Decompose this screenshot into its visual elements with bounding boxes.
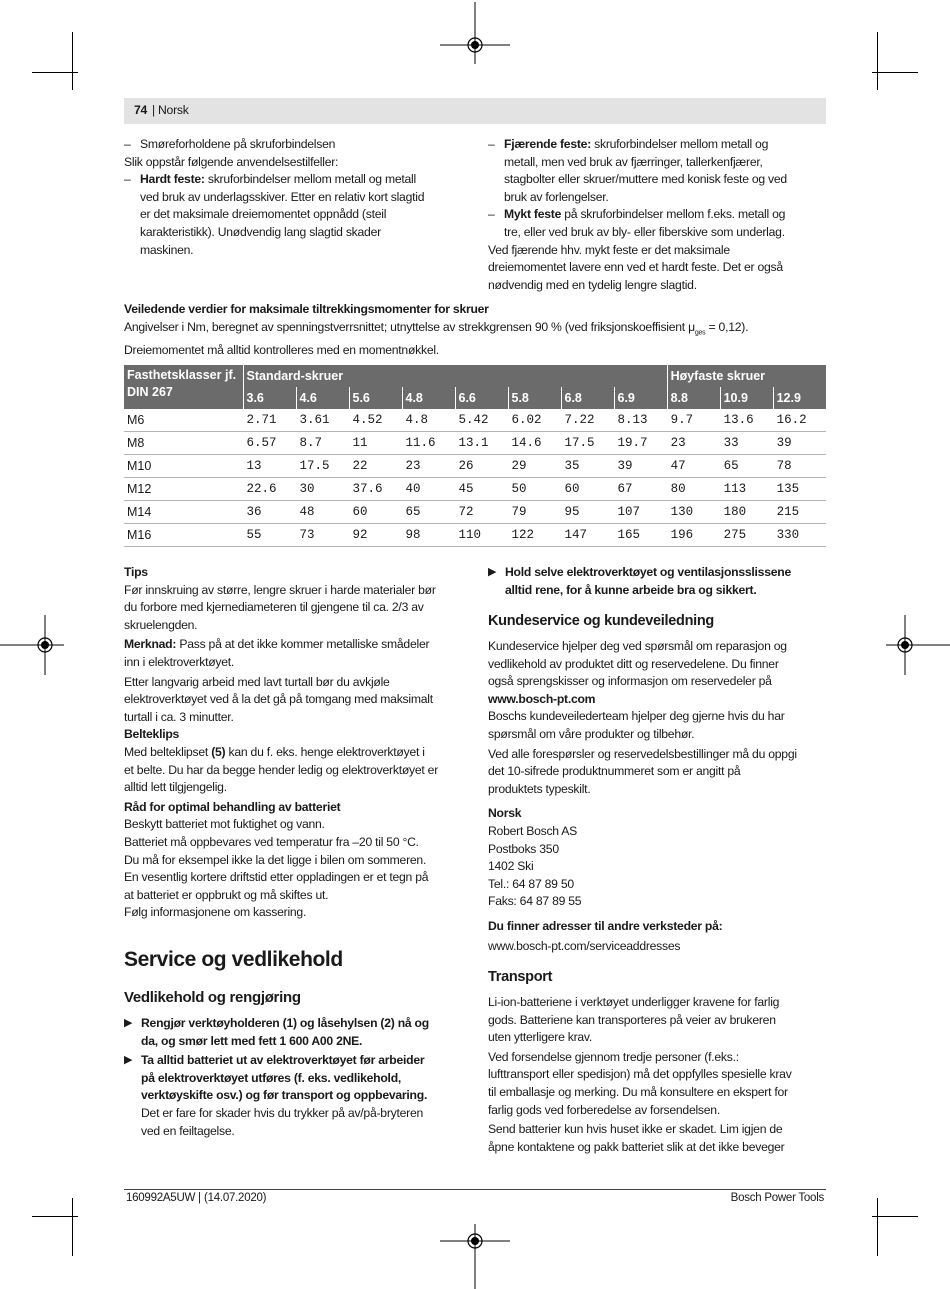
text-line: Ta alltid batteriet ut av elektroverktøyet før arbeider [141,1053,425,1068]
table-row [124,501,826,524]
right-bottom-block [488,564,828,599]
table-cell: 8.7 [296,432,349,455]
table-title: Veiledende verdier for maksimale tiltrekkingsmomenter for skruer [124,302,489,316]
text-line: på skruforbindelser mellom f.eks. metall og [561,207,786,222]
text-line: Hold selve elektroverktøyet og ventilasjonsslissene [505,565,791,579]
table-cell: 110 [455,524,508,547]
table-cell: 29 [508,455,561,478]
table-cell: 180 [720,501,773,524]
page-header [124,98,826,124]
text-line: ved en feiltagelse. [141,1123,235,1138]
text-line: bruk av forlengelser. [504,189,609,204]
table-cell: 11 [349,432,402,455]
table-cell: 17.5 [561,432,614,455]
battery-heading: Råd for optimal behandling av batteriet [124,799,341,814]
crop-mark [72,1198,73,1256]
text-line: verktøyskifte osv.) og før transport og oppbevaring. [141,1088,428,1103]
standard-group-header: Standard-skruer [243,365,667,387]
transport-heading: Transport [488,969,553,985]
table-row [124,524,826,547]
customer-service-block [488,638,828,955]
table-cell: 3.61 [296,409,349,432]
table-intro [124,301,829,359]
table-cell: 47 [667,455,720,478]
text-line: metall, men ved bruk av fjærringer, tallerkenfjærer, [504,154,763,169]
text-line: Kundeservice hjelper deg ved spørsmål om reparasjon og [488,639,787,653]
table-cell: 6.57 [243,432,296,455]
text-line: farlig gods ved forberedelse av forsendelsen. [488,1102,720,1117]
table-cell: 14.6 [508,432,561,455]
table-cell: 6.02 [508,409,561,432]
text-line: Ved alle forespørsler og reservedelsbestillinger må du oppgi [488,746,797,761]
size-cell: M8 [124,432,243,455]
table-note [124,319,829,342]
table-cell: 92 [349,524,402,547]
text-line: skruforbindelser mellom metall og [591,137,769,151]
text-line: vedlikehold av produktet ditt og reservedelene. Du finner [488,656,779,671]
table-cell: 65 [402,501,455,524]
table-cell: 2.71 [243,409,296,432]
table-cell: 5.42 [455,409,508,432]
soft-label: Mykt feste [504,207,562,222]
table-cell: 113 [720,478,773,501]
table-cell: 7.22 [561,409,614,432]
table-cell: 19.7 [614,432,667,455]
text-line: Etter langvarig arbeid med lavt turtall bør du avkjøle [124,674,390,689]
text-line: Ved forsendelse gjennom tredje personer (f.eks.: [488,1049,739,1064]
text-line: turtall i ca. 3 minutter. [124,709,234,724]
text-line: til emballasje og merking. Du må konsultere en ekspert for [488,1084,788,1099]
list-item-spring: – Fjærende feste: skruforbindelser mellom metall og metall, men ved bruk av fjærringer, tallerkenfjærer, stagbolter eller skruer/muttere med konisk feste og ved bruk av forlengelser. [488,136,828,206]
high-strength-group-header: Høyfaste skruer [667,365,826,387]
crop-mark [877,1198,878,1256]
text-line: dreiemomentet lavere enn ved et hardt feste. Det er også [488,260,783,275]
footer-doc-id: 160992A5UW [126,1192,196,1204]
class-header: 5.8 [508,387,561,409]
table-cell: 22.6 [243,478,296,501]
crop-mark [32,72,78,73]
text-line: kan du f. eks. henge elektroverktøyet i [225,744,425,759]
table-cell: 50 [508,478,561,501]
footer-separator: | [198,1192,201,1204]
table-cell: 215 [773,501,826,524]
table-cell: 8.13 [614,409,667,432]
triangle-bullet-icon: ▶ [488,566,497,578]
text-line: Angivelser i Nm, beregnet av spenningstverrsnittet; utnyttelse av strekkgrensen 90 % (ved friksjonskoeffisient μ [124,319,695,334]
table-cell: 13 [243,455,296,478]
clip-ref: (5) [211,744,226,759]
table-cell: 17.5 [296,455,349,478]
table-cell: 26 [455,455,508,478]
text-line: uten ytterligere krav. [488,1030,593,1045]
text-line: = 0,12). [705,319,749,334]
text-line: Li-ion-batteriene i verktøyet underligger kravene for farlig [488,995,780,1009]
text-line: Ved fjærende hhv. mykt feste er det maksimale [488,242,730,257]
table-row [124,455,826,478]
left-bottom-block [124,564,469,922]
text-line: alltid rene, for å kunne arbeide bra og sikkert. [505,582,757,597]
table-row [124,409,826,432]
footer-date: (14.07.2020) [204,1192,267,1204]
size-cell: M6 [124,409,243,432]
text-line: alltid lett tilgjengelig. [124,780,227,795]
text-line: inn i elektroverktøyet. [124,654,235,669]
text-line: stagbolter eller skruer/muttere med konisk feste og ved [504,172,787,187]
table-cell: 23 [667,432,720,455]
hold-clean-item [488,564,828,599]
class-header: 6.9 [614,387,667,409]
text-line: skruforbindelser mellom metall og metall [204,172,416,187]
table-cell: 13.1 [455,432,508,455]
text-line: lufttransport eller spedisjon) må det oppfylles spesielle krav [488,1067,792,1082]
table-cell: 130 [667,501,720,524]
text-line: det 10-sifrede produktnummeret som er angitt på [488,764,741,779]
size-cell: M16 [124,524,243,547]
class-header: 12.9 [773,387,826,409]
text-line: på elektroverktøyet utføres (f. eks. vedlikehold, [141,1070,402,1085]
table-cell: 40 [402,478,455,501]
intro-text: Slik oppstår følgende anvendelsestilfeller: [124,154,339,169]
table-cell: 13.6 [720,409,773,432]
text-line: at batteriet er oppbrukt og må skiftes ut. [124,887,329,902]
text-line: Send batterier kun hvis huset ikke er skadet. Lim igjen de [488,1122,783,1137]
right-top-block [488,136,828,294]
table-cell: 48 [296,501,349,524]
text-line: Du må for eksempel ikke la det ligge i bilen om sommeren. [124,852,427,867]
triangle-bullet-icon: ▶ [124,1017,133,1029]
text-line: gods. Batteriene kan transporteres på veier av brukeren [488,1012,776,1027]
address-line: Robert Bosch AS [488,823,578,838]
text-line: åpne kontaktene og pakk batteriet slik at det ikke beveger [488,1139,785,1154]
table-cell: 39 [614,455,667,478]
address-line: Postboks 350 [488,841,559,856]
maintenance-heading: Vedlikehold og rengjøring [124,989,301,1006]
text-line: ved bruk av underlagsskiver. Etter en relativ kort slagtid [140,189,425,204]
address-line: Tel.: 64 87 89 50 [488,876,574,891]
class-header: 5.6 [349,387,402,409]
hard-label: Hardt feste: [140,172,205,187]
crop-mark [872,72,918,73]
crop-mark [72,32,73,90]
note-label: Merknad: [124,637,177,652]
table-cell: 73 [296,524,349,547]
text-line: er det maksimale dreiemomentet oppnådd (steil [140,207,387,222]
table-cell: 33 [720,432,773,455]
text-line: Dreiemomentet må alltid kontrolleres med en momentnøkkel. [124,342,439,357]
registration-mark-icon [440,1216,510,1289]
country-label: Norsk [488,806,522,821]
text-line: Følg informasjonene om kassering. [124,905,307,920]
page-footer [124,1190,826,1210]
table-cell: 330 [773,524,826,547]
table-cell: 78 [773,455,826,478]
class-header: 4.6 [296,387,349,409]
registration-mark-icon [880,615,950,675]
text-line: Pass på at det ikke kommer metalliske smådeler [176,637,430,652]
size-cell: M14 [124,501,243,524]
triangle-bullet-icon: ▶ [124,1054,133,1067]
subscript: ges [694,329,706,337]
text-line: da, og smør lett med fett 1 600 A00 2NE. [141,1033,363,1048]
table-cell: 60 [349,501,402,524]
header-separator: | [152,103,155,117]
table-cell: 30 [296,478,349,501]
text-line: Før innskruing av større, lengre skruer i harde materialer bør [124,582,436,597]
other-addresses-label: Du finner adresser til andre verksteder på: [488,918,723,933]
table-row [124,478,826,501]
text-line: Boschs kundeveilederteam hjelper deg gjerne hvis du har [488,709,785,724]
text-line: Batteriet må oppbevares ved temperatur fra –20 til 50 °C. [124,834,419,849]
spring-label: Fjærende feste: [504,137,592,151]
tips-heading: Tips [124,565,148,579]
table-cell: 165 [614,524,667,547]
table-cell: 36 [243,501,296,524]
address-line: 1402 Ski [488,859,534,874]
torque-table [124,365,826,547]
crop-mark [877,32,878,90]
left-top-block [124,136,469,259]
table-cell: 122 [508,524,561,547]
table-cell: 16.2 [773,409,826,432]
text-line: spørsmål om våre produkter og tilbehør. [488,726,695,741]
text-line: Beskytt batteriet mot fuktighet og vann. [124,817,325,832]
customer-service-heading: Kundeservice og kundeveiledning [488,613,714,629]
table-cell: 135 [773,478,826,501]
registration-mark-icon [0,615,70,675]
table-cell: 22 [349,455,402,478]
transport-block [488,994,828,1156]
class-header: 3.6 [243,387,296,409]
table-cell: 37.6 [349,478,402,501]
text-line: nødvendig med en tydelig lengre slagtid. [488,277,697,292]
text-line: også sprengskisser og informasjon om reservedeler på [488,674,772,689]
text-line: Med belteklipset [124,744,212,759]
clip-heading: Belteklips [124,727,180,742]
table-cell: 4.52 [349,409,402,432]
text-line: maskinen. [140,242,194,257]
list-item-text: Smøreforholdene på skruforbindelsen [140,137,336,151]
class-header: 10.9 [720,387,773,409]
table-cell: 67 [614,478,667,501]
service-addresses-link[interactable]: www.bosch-pt.com/serviceaddresses [488,938,681,953]
table-cell: 95 [561,501,614,524]
size-cell: M10 [124,455,243,478]
maintenance-block [124,1015,469,1140]
crop-mark [32,1216,78,1217]
table-row [124,432,826,455]
text-line: tre, eller ved bruk av bly- eller fiberskive som underlag. [504,224,785,239]
text-line: Rengjør verktøyholderen (1) og låsehylsen (2) nå og [141,1016,429,1030]
table-cell: 80 [667,478,720,501]
list-item-soft: – Mykt feste på skruforbindelser mellom f.eks. metall og tre, eller ved bruk av bly- eller fiberskive som underlag. [488,206,828,241]
table-cell: 55 [243,524,296,547]
table-cell: 60 [561,478,614,501]
maintenance-item [124,1015,469,1050]
text-line: En vesentlig kortere driftstid etter oppladingen er et tegn på [124,870,429,885]
table-cell: 35 [561,455,614,478]
page-number: 74 [134,103,148,117]
table-cell: 4.8 [402,409,455,432]
footer-brand: Bosch Power Tools [730,1192,824,1204]
table-cell: 9.7 [667,409,720,432]
class-header: 6.8 [561,387,614,409]
crop-mark [872,1216,918,1217]
text-line: produktets typeskilt. [488,781,591,796]
table-cell: 107 [614,501,667,524]
table-cell: 65 [720,455,773,478]
class-header: 4.8 [402,387,455,409]
table-cell: 72 [455,501,508,524]
header-language: Norsk [158,103,189,117]
table-cell: 39 [773,432,826,455]
service-heading: Service og vedlikehold [124,948,343,971]
text-line: du forbore med kjernediameteren til gjengene til ca. 2/3 av [124,600,424,615]
table-cell: 11.6 [402,432,455,455]
text-line: elektroverktøyet ved å la det gå på tomgang med maksimalt [124,692,433,707]
list-item-hard: – Hardt feste: skruforbindelser mellom metall og metall ved bruk av underlagsskiver. Etter en relativ kort slagtid er det maksimale dreiemomentet oppnådd (steil karakteristikk). Unødvendig lang slagtid skader maskinen. [124,171,469,259]
table-cell: 98 [402,524,455,547]
class-header: 8.8 [667,387,720,409]
table-cell: 196 [667,524,720,547]
table-cell: 147 [561,524,614,547]
text-line: karakteristikk). Unødvendig lang slagtid skader [140,224,381,239]
size-cell: M12 [124,478,243,501]
table-cell: 23 [402,455,455,478]
table-cell: 275 [720,524,773,547]
table-cell: 45 [455,478,508,501]
maintenance-item [124,1052,469,1140]
text-line: skruelengden. [124,617,198,632]
registration-mark-icon [440,2,510,72]
address-line: Faks: 64 87 89 55 [488,894,582,909]
class-header: 6.6 [455,387,508,409]
table-cell: 79 [508,501,561,524]
website-link[interactable]: www.bosch-pt.com [488,691,596,706]
list-item: – Smøreforholdene på skruforbindelsen [124,136,469,154]
text-line: Det er fare for skader hvis du trykker på av/på-bryteren [141,1105,424,1120]
text-line: et belte. Du har da begge hender ledig og elektroverktøyet er [124,762,439,777]
table-corner-header: Fasthetsklasser jf. DIN 267 [124,365,243,409]
